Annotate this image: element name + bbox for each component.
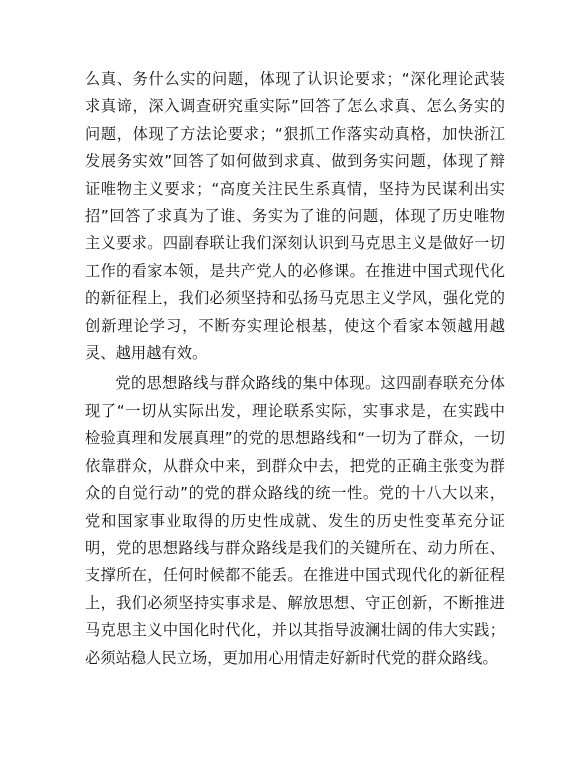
paragraph-party-lines: 党的思想路线与群众路线的集中体现。这四副春联充分体现了“一切从实际出发，理论联系实际，实事求是，在实践中检验真理和发展真理”的党的思想路线和“一切为了群众，一切依靠群众，从群众中来，到群众中去，把党的正确主张变为群众的自觉行动”的党的群众路线的统一性。党的十八大以来，党和国家事业取得的历史性成就、发生的历史性变革充分证明，党的思想路线与群众路线是我们的关键所在、动力所在、支撑所在，任何时候都不能丢。在推进中国式现代化的新征程上，我们必须坚持实事求是、解放思想、守正创新，不断推进马克思主义中国化时代化，并以其指导波澜壮阔的伟大实践；必须站稳人民立场，更加用心用情走好新时代党的群众路线。 xyxy=(85,374,505,667)
document-body xyxy=(85,66,505,672)
paragraph-theory-requirements: 么真、务什么实的问题，体现了认识论要求；“深化理论武装求真谛，深入调查研究重实际”回答了怎么求真、怎么务实的问题，体现了方法论要求；“狠抓工作落实动真格，加快浙江发展务实效”回答了如何做到求真、做到务实问题，体现了辩证唯物主义要求；“高度关注民生系真情，坚持为民谋利出实招”回答了求真为了谁、务实为了谁的问题，体现了历史唯物主义要求。四副春联让我们深刻认识到马克思主义是做好一切工作的看家本领，是共产党人的必修课。在推进中国式现代化的新征程上，我们必须坚持和弘扬马克思主义学风，强化党的创新理论学习，不断夯实理论根基，使这个看家本领越用越灵、越用越有效。 xyxy=(85,70,505,363)
